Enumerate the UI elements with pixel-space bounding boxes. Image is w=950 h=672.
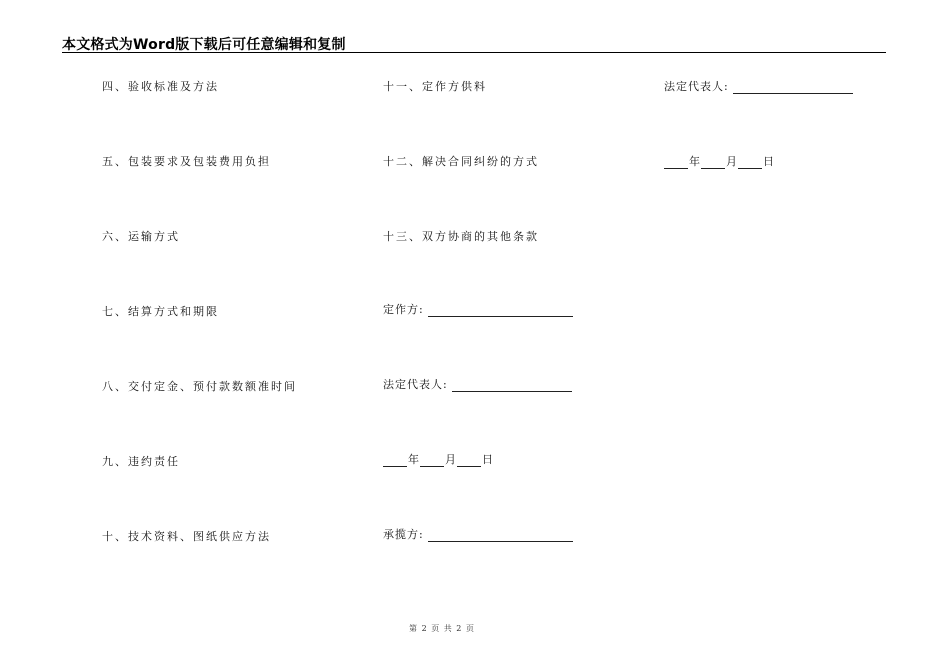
clause-packaging: 五、包装要求及包装费用负担	[102, 155, 271, 168]
year-label: 年	[689, 155, 700, 168]
clause-settlement: 七、结算方式和期限	[102, 305, 219, 318]
clause-inspection-standard: 四、验收标准及方法	[102, 80, 219, 93]
ordering-party-signature	[383, 303, 573, 317]
contractor-blank-line	[428, 529, 573, 542]
clause-breach-liability: 九、违约责任	[102, 455, 180, 468]
clause-dispute-resolution: 十二、解决合同纠纷的方式	[383, 155, 539, 168]
contractor-signature	[383, 528, 573, 542]
month-label: 月	[445, 453, 456, 466]
year-label: 年	[408, 453, 419, 466]
legal-rep-label: 法定代表人:	[664, 80, 729, 93]
clause-technical-docs: 十、技术资料、图纸供应方法	[102, 530, 271, 543]
contractor-date	[664, 155, 775, 169]
day-blank	[738, 156, 762, 169]
clause-transport: 六、运输方式	[102, 230, 180, 243]
day-label: 日	[482, 453, 493, 466]
ordering-party-date	[383, 453, 494, 467]
ordering-party-legal-rep-signature	[383, 378, 572, 392]
legal-rep-label: 法定代表人:	[383, 378, 448, 391]
month-blank	[420, 454, 444, 467]
clause-deposit: 八、交付定金、预付款数额准时间	[102, 380, 297, 393]
contractor-legal-rep-signature	[664, 80, 853, 94]
clause-other-terms: 十三、双方协商的其他条款	[383, 230, 539, 243]
ordering-party-label: 定作方:	[383, 303, 424, 316]
contractor-label: 承揽方:	[383, 528, 424, 541]
year-blank	[383, 454, 407, 467]
month-blank	[701, 156, 725, 169]
day-blank	[457, 454, 481, 467]
year-blank	[664, 156, 688, 169]
legal-rep-blank-line	[733, 81, 853, 94]
document-header-title: 本文格式为Word版下载后可任意编辑和复制	[62, 37, 346, 53]
day-label: 日	[763, 155, 774, 168]
header-divider	[62, 52, 886, 53]
clause-ordering-party-materials: 十一、定作方供料	[383, 80, 487, 93]
legal-rep-blank-line	[452, 379, 572, 392]
page-number: 第 2 页 共 2 页	[409, 624, 475, 633]
month-label: 月	[726, 155, 737, 168]
ordering-party-blank-line	[428, 304, 573, 317]
